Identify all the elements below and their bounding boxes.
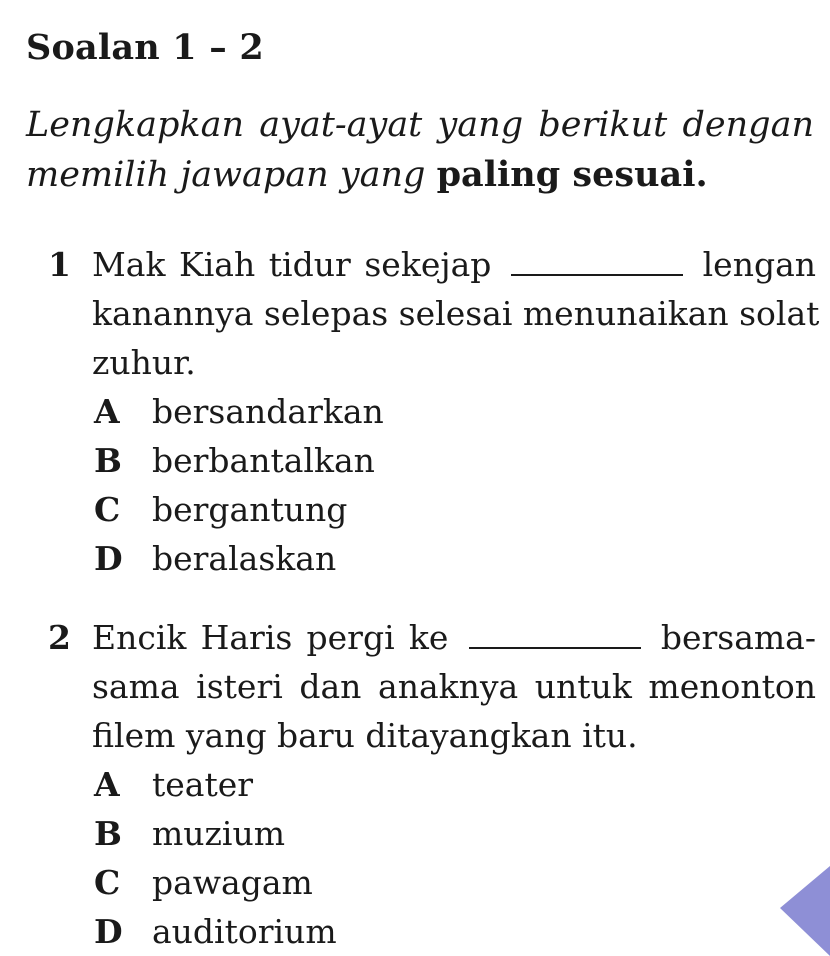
corner-tab-shape	[780, 866, 830, 956]
question-1-options	[26, 387, 816, 583]
question-2-option-d[interactable]	[92, 907, 816, 956]
question-2-option-a[interactable]	[92, 760, 816, 809]
option-letter: C	[94, 490, 121, 529]
question-2-stem	[26, 613, 816, 760]
instruction-period: .	[695, 154, 708, 195]
question-2	[26, 613, 816, 956]
option-text: muzium	[152, 814, 286, 853]
question-1-line-1	[92, 240, 816, 289]
question-2-line-1	[92, 613, 816, 662]
option-text: pawagam	[152, 863, 313, 902]
option-text: auditorium	[152, 912, 337, 951]
question-2-text-before-blank: Encik Haris pergi ke	[92, 618, 449, 657]
question-1-option-a[interactable]	[92, 387, 816, 436]
question-2-line-3: filem yang baru ditayangkan itu.	[92, 716, 638, 755]
option-text: bersandarkan	[152, 392, 384, 431]
instruction-emphasis: paling sesuai	[436, 154, 696, 195]
instruction-line-1: Lengkapkan ayat-ayat yang berikut dengan	[26, 105, 814, 145]
question-1-blank	[511, 248, 683, 276]
question-1-option-d[interactable]	[92, 534, 816, 583]
question-1-option-c[interactable]	[92, 485, 816, 534]
question-2-number: 2	[48, 618, 71, 657]
option-text: beralaskan	[152, 539, 337, 578]
option-letter: C	[94, 863, 121, 902]
section-title: Soalan 1 – 2	[26, 27, 264, 68]
question-2-option-c[interactable]	[92, 858, 816, 907]
question-2-line-2: sama isteri dan anaknya untuk menonton	[92, 667, 816, 706]
instruction-text	[26, 101, 814, 200]
question-1-text-after-blank: lengan	[702, 245, 816, 284]
question-2-option-b[interactable]	[92, 809, 816, 858]
option-letter: B	[94, 441, 122, 480]
option-letter: A	[94, 765, 120, 804]
question-2-options	[26, 760, 816, 956]
question-1-number: 1	[48, 245, 71, 284]
option-letter: D	[94, 539, 123, 578]
option-text: teater	[152, 765, 254, 804]
instruction-line-2: memilih jawapan yang	[26, 155, 426, 195]
option-letter: B	[94, 814, 122, 853]
question-1-option-b[interactable]	[92, 436, 816, 485]
option-letter: D	[94, 912, 123, 951]
page-corner-tab-icon	[780, 866, 830, 956]
question-2-text-after-blank: bersama-	[660, 618, 816, 657]
question-2-blank	[469, 621, 641, 649]
option-text: bergantung	[152, 490, 348, 529]
option-letter: A	[94, 392, 120, 431]
question-1	[26, 240, 820, 583]
question-1-text-before-blank: Mak Kiah tidur sekejap	[92, 245, 492, 284]
option-text: berbantalkan	[152, 441, 375, 480]
question-1-line-2: kanannya selepas selesai menunaikan solat	[92, 294, 820, 333]
question-1-line-3: zuhur.	[92, 343, 196, 382]
question-1-stem	[26, 240, 820, 387]
